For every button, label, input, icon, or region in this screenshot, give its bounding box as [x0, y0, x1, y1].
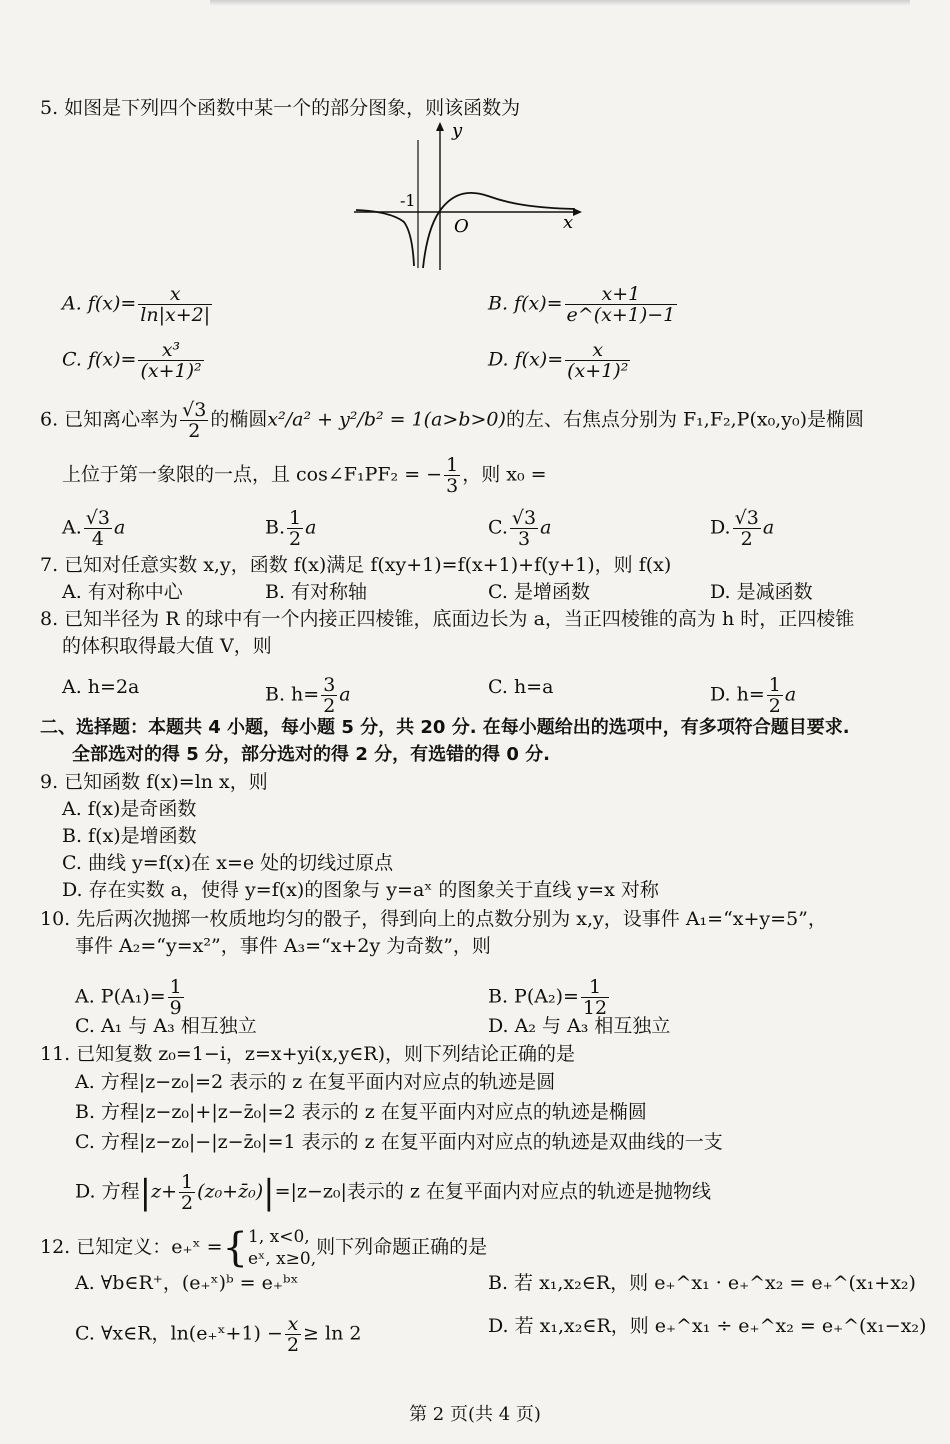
q10-option-a[interactable]: A. P(A₁)= $\frac{1}{9}$ [75, 976, 182, 1019]
q12-stem: 12. 已知定义：e₊ˣ ={ 1, x<0, eˣ, x≥0, 则下列命题正确的是 [40, 1225, 488, 1271]
q7-option-b[interactable]: B. 有对称轴 [265, 581, 368, 603]
q10-line1: 10. 先后两次抛掷一枚质地均匀的骰子，得到向上的点数分别为 x,y，设事件 A₁=“x+y=5”， [40, 908, 827, 930]
q9-option-a[interactable]: A. f(x)是奇函数 [62, 798, 197, 820]
graph-x-label: x [563, 212, 574, 233]
q5-option-d[interactable]: D. f(x)= $\frac{x}{\text{(x+1)²}}$ [488, 339, 629, 382]
q6-option-a[interactable]: A. $\frac{√3}{4}$ a [62, 507, 126, 550]
q6-line1: 6. 已知离心率为 $\frac{√3}{2}$ 的椭圆x²/a² + y²/b² = 1(a>b>0)的左、右焦点分别为 F₁,F₂,P(x₀,y₀)是椭圆 [40, 399, 864, 442]
q11-option-d[interactable]: D. 方程|z+ $\frac{1}{2}$ (z₀+z̄₀)|=|z−z₀|表示的 z 在复平面内对应点的轨迹是抛物线 [75, 1171, 711, 1214]
q10-option-b[interactable]: B. P(A₂)= $\frac{1}{12}$ [488, 976, 608, 1019]
q10-option-d[interactable]: D. A₂ 与 A₃ 相互独立 [488, 1015, 671, 1037]
q9-option-d[interactable]: D. 存在实数 a，使得 y=f(x)的图象与 y=aˣ 的图象关于直线 y=x 对称 [62, 879, 659, 901]
q8-option-a[interactable]: A. h=2a [62, 676, 140, 698]
q5-stem: 5. 如图是下列四个函数中某一个的部分图象，则该函数为 [40, 97, 521, 119]
q7-option-c[interactable]: C. 是增函数 [488, 581, 590, 603]
q12-option-c[interactable]: C. ∀x∈R，ln(e₊ˣ+1) − $\frac{x}{2}$ ≥ ln 2 [75, 1313, 362, 1356]
scan-edge [210, 0, 910, 6]
q12-option-b[interactable]: B. 若 x₁,x₂∈R，则 e₊^x₁ · e₊^x₂ = e₊^(x₁+x₂) [488, 1272, 916, 1294]
q11-stem: 11. 已知复数 z₀=1−i，z=x+yi(x,y∈R)，则下列结论正确的是 [40, 1043, 575, 1065]
graph-y-arrow [436, 122, 444, 131]
q6-option-c[interactable]: C. $\frac{√3}{3}$ a [488, 507, 552, 550]
q8-option-c[interactable]: C. h=a [488, 676, 554, 698]
graph-y-label: y [452, 120, 463, 141]
graph-tick-label: -1 [400, 191, 416, 210]
q8-option-b[interactable]: B. h= $\frac{3}{2}$ a [265, 674, 351, 717]
graph-origin-label: O [454, 216, 469, 237]
q5-option-c[interactable]: C. f(x)= $\frac{\text{x³}}{\text{(x+1)²}}$ [62, 339, 202, 382]
brace: { [222, 1225, 248, 1271]
q10-option-c[interactable]: C. A₁ 与 A₃ 相互独立 [75, 1015, 257, 1037]
q7-option-a[interactable]: A. 有对称中心 [62, 581, 183, 603]
graph-right-branch [423, 193, 575, 268]
q6-line2: 上位于第一象限的一点，且 cos∠F₁PF₂ = − $\frac{1}{3}$ ，则 x₀ = [62, 454, 547, 497]
q6-option-d[interactable]: D. $\frac{√3}{2}$ a [710, 507, 775, 550]
q10-line2: 事件 A₂=“y=x²”，事件 A₃=“x+2y 为奇数”，则 [75, 935, 491, 957]
page-footer: 第 2 页(共 4 页) [409, 1404, 541, 1425]
q12-option-d[interactable]: D. 若 x₁,x₂∈R，则 e₊^x₁ ÷ e₊^x₂ = e₊^(x₁−x₂) [488, 1315, 927, 1337]
q8-line2: 的体积取得最大值 V，则 [62, 635, 272, 657]
q5-function-graph [350, 120, 590, 272]
q8-line1: 8. 已知半径为 R 的球中有一个内接正四棱锥，底面边长为 a，当正四棱锥的高为 h 时，正四棱锥 [40, 608, 855, 630]
abs-bar-left: | [139, 1172, 152, 1213]
q6-option-b[interactable]: B. $\frac{1}{2}$ a [265, 507, 317, 550]
piecewise-cases: 1, x<0, eˣ, x≥0, [248, 1227, 317, 1269]
q11-option-c[interactable]: C. 方程|z−z₀|−|z−z̄₀|=1 表示的 z 在复平面内对应点的轨迹是双曲线的一支 [75, 1131, 723, 1153]
section2-heading-line2: 全部选对的得 5 分，部分选对的得 2 分，有选错的得 0 分. [72, 744, 551, 765]
q5-option-b[interactable]: B. f(x)= $\frac{x+1}{e\^{}(x+1)-1}$ [488, 283, 676, 326]
q11-option-a[interactable]: A. 方程|z−z₀|=2 表示的 z 在复平面内对应点的轨迹是圆 [75, 1071, 556, 1093]
q7-option-d[interactable]: D. 是减函数 [710, 581, 813, 603]
q9-stem: 9. 已知函数 f(x)=ln x，则 [40, 771, 268, 793]
q5-option-a[interactable]: A. f(x)= $\frac{x}{\ln|x+2|}$ [62, 283, 211, 326]
q8-option-d[interactable]: D. h= $\frac{1}{2}$ a [710, 674, 797, 717]
q9-option-c[interactable]: C. 曲线 y=f(x)在 x=e 处的切线过原点 [62, 852, 394, 874]
q12-option-a[interactable]: A. ∀b∈R⁺，(e₊ˣ)ᵇ = e₊ᵇˣ [75, 1272, 299, 1294]
q9-option-b[interactable]: B. f(x)是增函数 [62, 825, 197, 847]
q11-option-b[interactable]: B. 方程|z−z₀|+|z−z̄₀|=2 表示的 z 在复平面内对应点的轨迹是椭圆 [75, 1101, 647, 1123]
section2-heading-line1: 二、选择题：本题共 4 小题，每小题 5 分，共 20 分. 在每小题给出的选项中，有多项符合题目要求. [40, 717, 850, 738]
abs-bar-right: | [263, 1172, 275, 1213]
graph-left-branch [356, 210, 414, 266]
q7-stem: 7. 已知对任意实数 x,y，函数 f(x)满足 f(xy+1)=f(x+1)+f(y+1)，则 f(x) [40, 554, 672, 576]
